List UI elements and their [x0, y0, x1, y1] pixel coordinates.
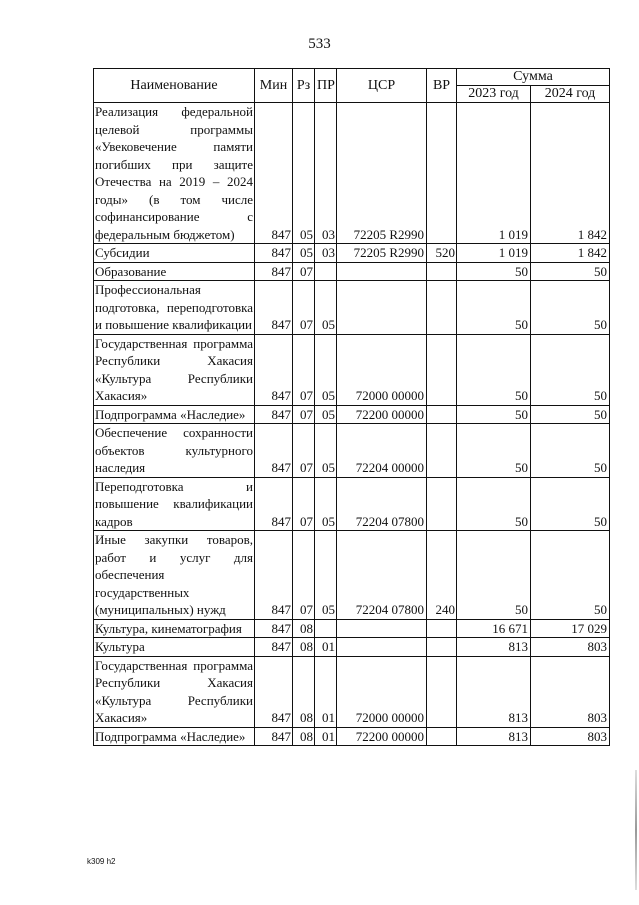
cell-sum-2024: 17 029 [531, 619, 610, 638]
cell-sum-2024: 1 842 [531, 244, 610, 263]
cell-sum-2023: 813 [457, 656, 531, 727]
cell-sum-2023: 50 [457, 334, 531, 405]
cell-name: Обеспечение сохранности объектов культурного наследия [95, 425, 253, 475]
cell-name: Иные закупки товаров, работ и услуг для обеспечения государственных (муниципальных) нужд [95, 532, 253, 617]
cell-sum-2024: 50 [531, 281, 610, 335]
cell-pr: 05 [315, 405, 337, 424]
cell-sum-2023: 50 [457, 405, 531, 424]
cell-vr [427, 405, 457, 424]
cell-name: Культура [94, 638, 255, 657]
cell-pr [315, 619, 337, 638]
budget-table [93, 68, 610, 746]
cell-rz: 08 [293, 656, 315, 727]
table-row [94, 334, 610, 405]
table-row [94, 531, 610, 620]
header-year-2024: 2024 год [531, 86, 610, 103]
footer-code: k309 h2 [87, 857, 116, 866]
cell-sum-2023: 50 [457, 424, 531, 478]
cell-min: 847 [255, 477, 293, 531]
header-pr: ПР [315, 69, 337, 103]
table-row [94, 477, 610, 531]
header-year-2023: 2023 год [457, 86, 531, 103]
cell-sum-2023: 16 671 [457, 619, 531, 638]
cell-sum-2023: 1 019 [457, 103, 531, 244]
cell-vr: 520 [427, 244, 457, 263]
cell-min: 847 [255, 424, 293, 478]
cell-csr: 72200 00000 [337, 727, 427, 746]
cell-vr [427, 656, 457, 727]
cell-csr [337, 262, 427, 281]
cell-min: 847 [255, 281, 293, 335]
cell-sum-2024: 803 [531, 656, 610, 727]
cell-rz: 07 [293, 405, 315, 424]
cell-pr: 03 [315, 244, 337, 263]
cell-name: Государственная программа Республики Хакасия «Культура Республики Хакасия» [95, 335, 253, 403]
cell-pr: 05 [315, 281, 337, 335]
cell-rz: 07 [293, 334, 315, 405]
cell-sum-2024: 50 [531, 424, 610, 478]
cell-rz: 08 [293, 619, 315, 638]
cell-name: Субсидии [94, 244, 255, 263]
table-row [94, 424, 610, 478]
cell-vr [427, 619, 457, 638]
cell-min: 847 [255, 334, 293, 405]
table-body [94, 103, 610, 746]
cell-sum-2023: 50 [457, 262, 531, 281]
table-row [94, 103, 610, 244]
cell-name: Образование [94, 262, 255, 281]
cell-sum-2024: 803 [531, 727, 610, 746]
cell-sum-2024: 1 842 [531, 103, 610, 244]
cell-rz: 05 [293, 244, 315, 263]
cell-name: Подпрограмма «Наследие» [94, 405, 255, 424]
cell-sum-2023: 813 [457, 727, 531, 746]
cell-rz: 05 [293, 103, 315, 244]
cell-vr [427, 103, 457, 244]
cell-csr: 72205 R2990 [337, 103, 427, 244]
cell-min: 847 [255, 405, 293, 424]
cell-rz: 07 [293, 281, 315, 335]
cell-sum-2023: 50 [457, 531, 531, 620]
cell-rz: 08 [293, 638, 315, 657]
cell-min: 847 [255, 656, 293, 727]
page-number: 533 [308, 36, 331, 52]
cell-min: 847 [255, 262, 293, 281]
header-rz: Рз [293, 69, 315, 103]
cell-vr [427, 477, 457, 531]
cell-csr [337, 281, 427, 335]
cell-sum-2024: 50 [531, 262, 610, 281]
cell-csr: 72000 00000 [337, 656, 427, 727]
cell-vr [427, 262, 457, 281]
cell-vr [427, 638, 457, 657]
cell-pr: 05 [315, 477, 337, 531]
cell-name: Подпрограмма «Наследие» [94, 727, 255, 746]
cell-pr: 01 [315, 727, 337, 746]
cell-sum-2024: 50 [531, 334, 610, 405]
cell-vr [427, 281, 457, 335]
header-name: Наименование [94, 69, 255, 103]
cell-csr: 72204 07800 [337, 531, 427, 620]
cell-rz: 07 [293, 477, 315, 531]
cell-pr: 05 [315, 531, 337, 620]
cell-rz: 07 [293, 531, 315, 620]
table-header [94, 69, 610, 103]
cell-min: 847 [255, 103, 293, 244]
header-min: Мин [255, 69, 293, 103]
table-row [94, 727, 610, 746]
cell-vr: 240 [427, 531, 457, 620]
header-csr: ЦСР [337, 69, 427, 103]
cell-csr: 72204 07800 [337, 477, 427, 531]
cell-sum-2024: 50 [531, 477, 610, 531]
cell-pr: 03 [315, 103, 337, 244]
table-row [94, 638, 610, 657]
cell-min: 847 [255, 619, 293, 638]
cell-name: Государственная программа Республики Хакасия «Культура Республики Хакасия» [95, 657, 253, 725]
cell-csr: 72204 00000 [337, 424, 427, 478]
cell-sum-2024: 50 [531, 405, 610, 424]
cell-pr: 05 [315, 334, 337, 405]
cell-rz: 07 [293, 262, 315, 281]
cell-rz: 07 [293, 424, 315, 478]
cell-sum-2023: 813 [457, 638, 531, 657]
cell-name: Профессиональная подготовка, переподготовка и повышение квалификации [95, 282, 253, 332]
cell-name: Переподготовка и повышение квалификации кадров [95, 478, 253, 529]
cell-sum-2023: 1 019 [457, 244, 531, 263]
cell-sum-2024: 50 [531, 531, 610, 620]
cell-min: 847 [255, 638, 293, 657]
scan-edge-artifact [635, 770, 637, 890]
header-vr: ВР [427, 69, 457, 103]
cell-min: 847 [255, 727, 293, 746]
cell-csr: 72205 R2990 [337, 244, 427, 263]
cell-csr [337, 638, 427, 657]
cell-name: Культура, кинематография [94, 619, 255, 638]
cell-csr: 72000 00000 [337, 334, 427, 405]
cell-vr [427, 424, 457, 478]
cell-sum-2024: 803 [531, 638, 610, 657]
table-row [94, 281, 610, 335]
cell-vr [427, 727, 457, 746]
table-row [94, 405, 610, 424]
table-row [94, 244, 610, 263]
table-row [94, 619, 610, 638]
cell-pr [315, 262, 337, 281]
table-row [94, 656, 610, 727]
cell-pr: 01 [315, 656, 337, 727]
cell-min: 847 [255, 531, 293, 620]
cell-sum-2023: 50 [457, 477, 531, 531]
cell-pr: 05 [315, 424, 337, 478]
cell-csr [337, 619, 427, 638]
cell-name: Реализация федеральной целевой программы «Увековечение памяти погибших при защите Отечества на 2019 – 2024 годы» (в том числе софинансирование с федеральным бюджетом) [95, 104, 253, 242]
header-sum: Сумма [457, 69, 610, 86]
cell-min: 847 [255, 244, 293, 263]
cell-pr: 01 [315, 638, 337, 657]
cell-vr [427, 334, 457, 405]
cell-sum-2023: 50 [457, 281, 531, 335]
table-row [94, 262, 610, 281]
cell-csr: 72200 00000 [337, 405, 427, 424]
cell-rz: 08 [293, 727, 315, 746]
